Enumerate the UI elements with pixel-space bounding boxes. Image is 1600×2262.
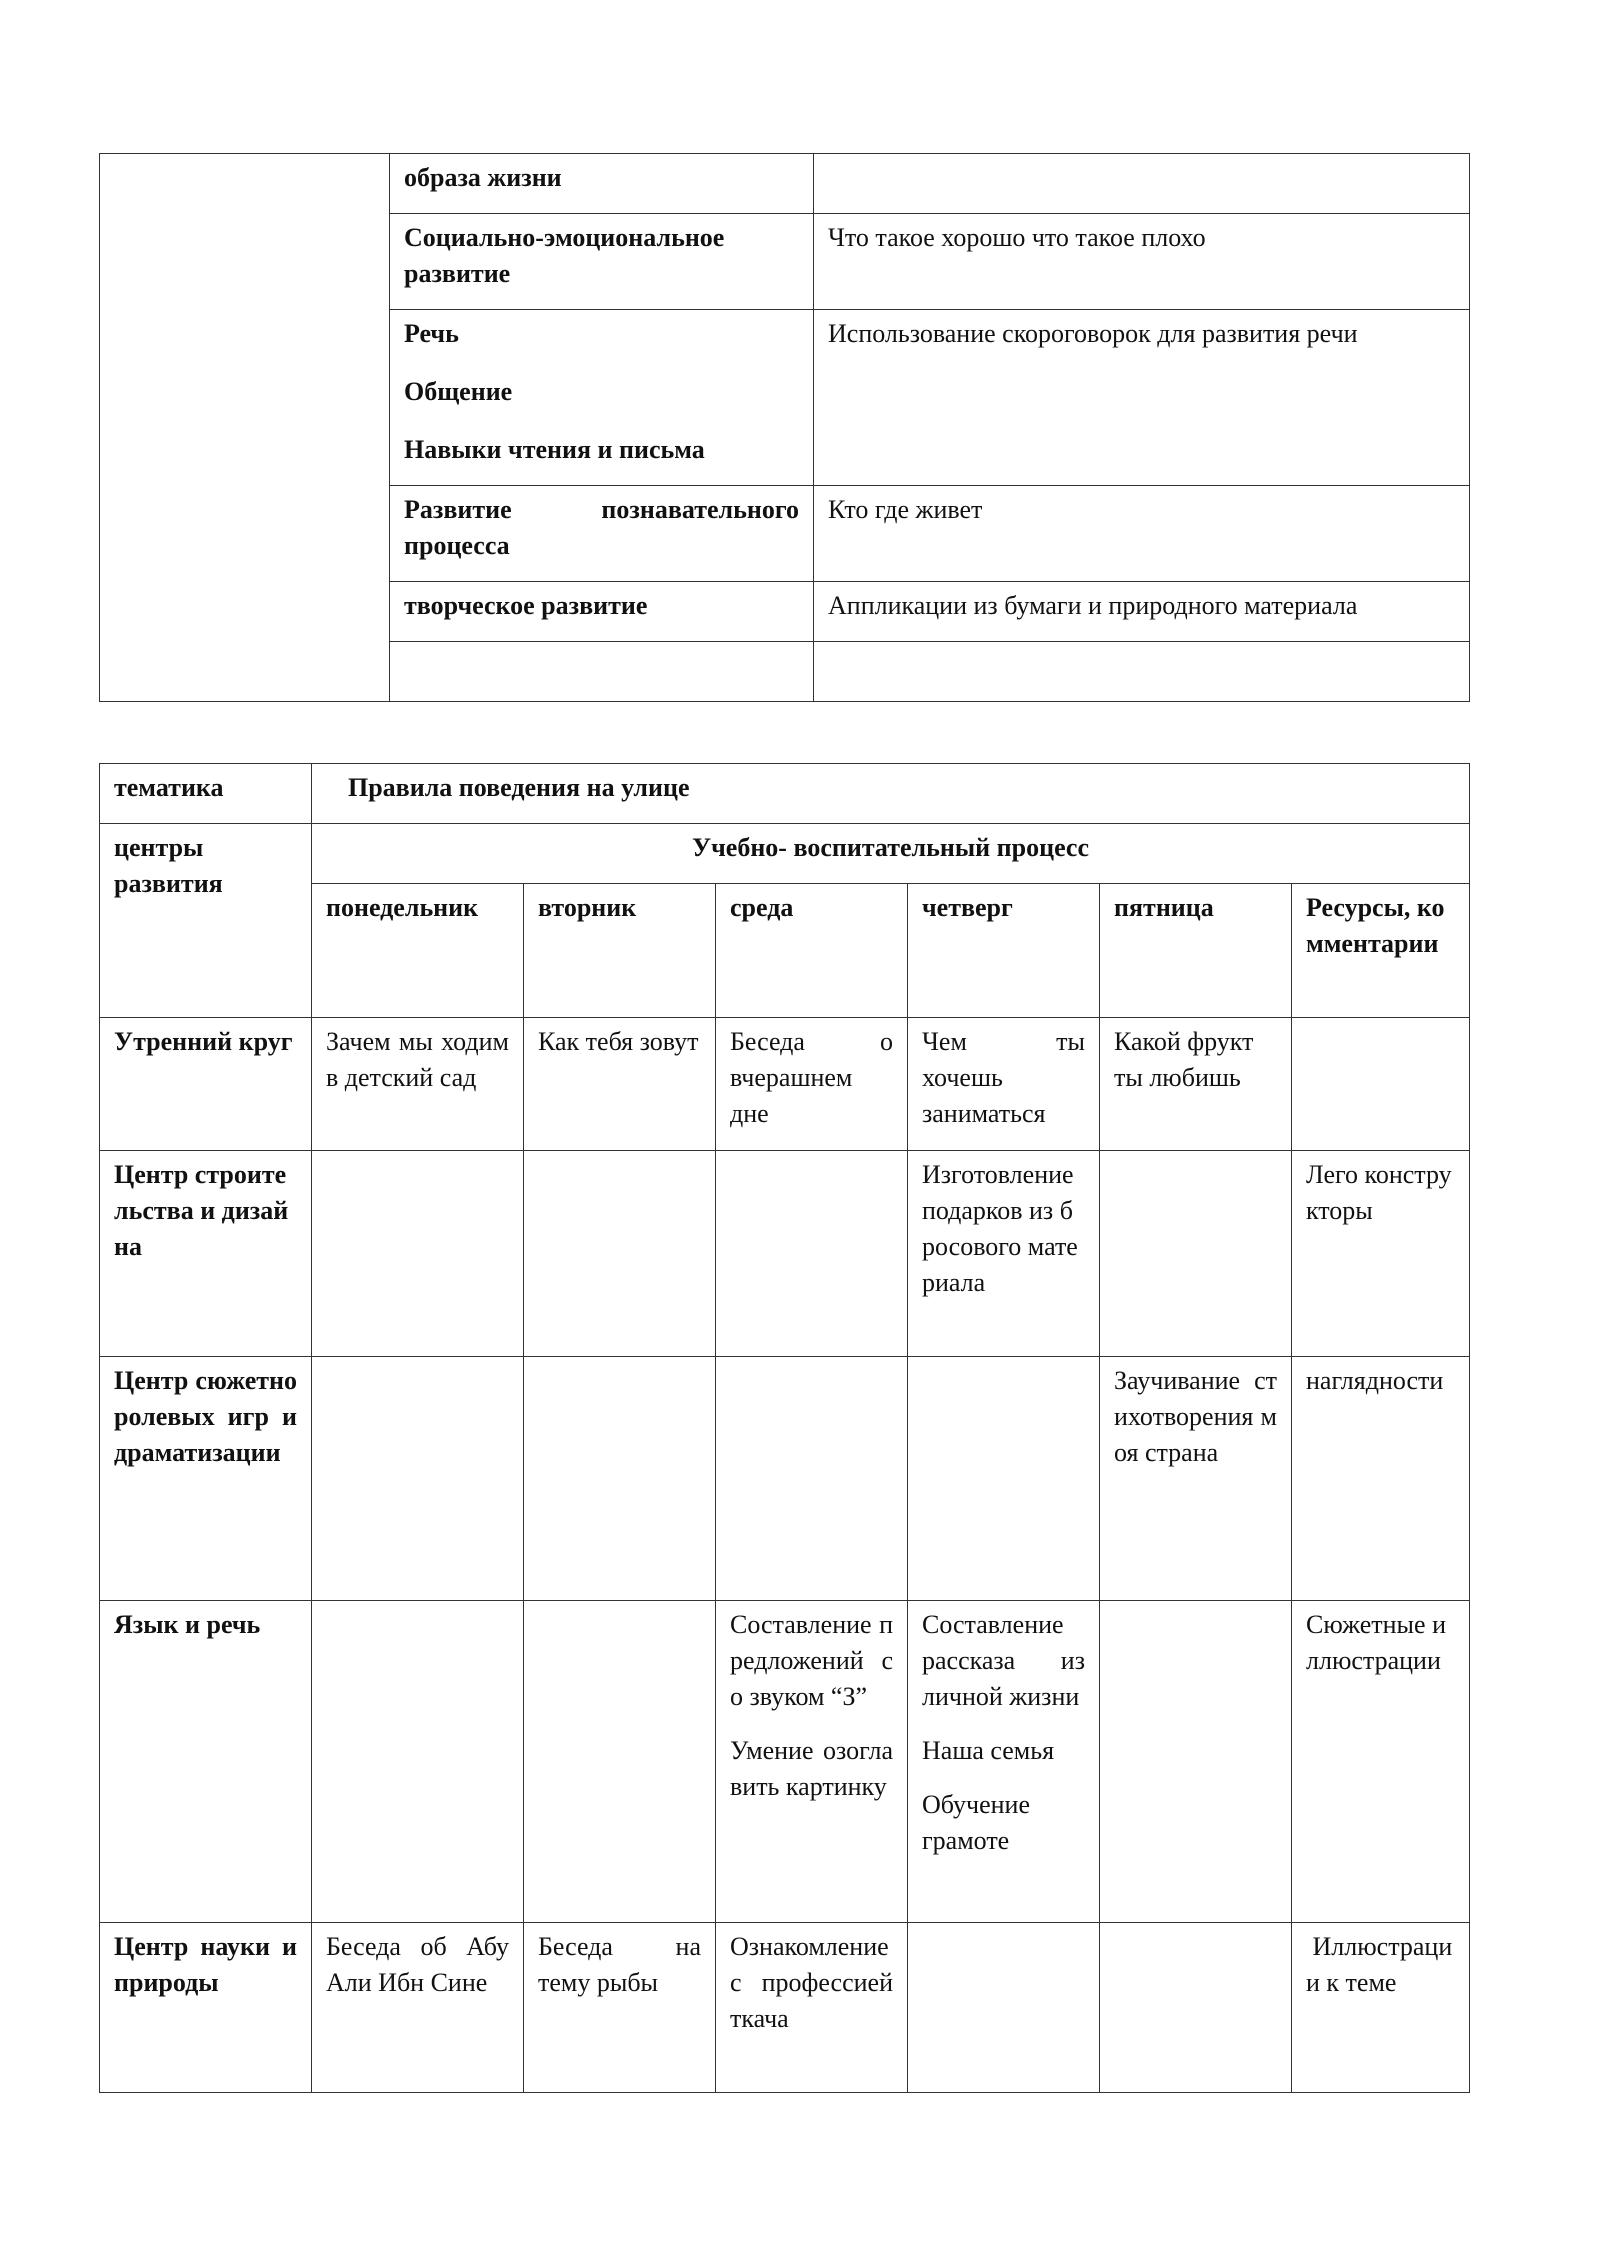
cell: Лего конструкторы (1292, 1151, 1470, 1357)
activities-table-top (99, 153, 1470, 702)
theme-label: тематика (100, 764, 312, 824)
cell (524, 1357, 716, 1601)
cell (524, 1601, 716, 1923)
cell (312, 1601, 524, 1923)
day-header-tuesday: вторник (524, 884, 716, 1018)
cell: Какой фрукт ты любишь (1100, 1018, 1292, 1151)
theme-value: Правила поведения на улице (312, 764, 1470, 824)
cell: Беседа о вчерашнем дне (716, 1018, 908, 1151)
day-header-friday: пятница (1100, 884, 1292, 1018)
cell: Зачем мы ходим в детский сад (312, 1018, 524, 1151)
cell: Ознакомление с профессией ткача (716, 1923, 908, 2093)
row-value: Кто где живет (814, 486, 1470, 582)
center-label: Утренний круг (100, 1018, 312, 1151)
center-label: Центр строительства и дизайна (100, 1151, 312, 1357)
table-row (100, 1923, 1470, 2093)
row-label: образа жизни (390, 154, 814, 214)
cell: Беседа об Абу Али Ибн Сине (312, 1923, 524, 2093)
cell (524, 1151, 716, 1357)
cell (312, 1357, 524, 1601)
row-value (814, 154, 1470, 214)
cell: Изготовление подарков из бросового материала (908, 1151, 1100, 1357)
cell (908, 1923, 1100, 2093)
day-header-monday: понедельник (312, 884, 524, 1018)
row-label: творческое развитие (390, 582, 814, 642)
cell (1100, 1923, 1292, 2093)
day-header-thursday: четверг (908, 884, 1100, 1018)
cell: Заучивание стихотворения моя страна (1100, 1357, 1292, 1601)
row-label: Социально-эмоциональное развитие (390, 214, 814, 310)
table-row (100, 1018, 1470, 1151)
cell (312, 1151, 524, 1357)
center-label: Язык и речь (100, 1601, 312, 1923)
cell: Как тебя зовут (524, 1018, 716, 1151)
center-label: Центр сюжетно ролевых игр и драматизации (100, 1357, 312, 1601)
process-header: Учебно- воспитательный процесс (312, 824, 1470, 884)
cell (908, 1357, 1100, 1601)
cell: Беседа на тему рыбы (524, 1923, 716, 2093)
row-value: Что такое хорошо что такое плохо (814, 214, 1470, 310)
cell (716, 1357, 908, 1601)
cell: Иллюстрации к теме (1292, 1923, 1470, 2093)
resources-header: Ресурсы, комментарии (1292, 884, 1470, 1018)
cell: Сюжетные иллюстрации (1292, 1601, 1470, 1923)
row-label: Речь Общение Навыки чтения и письма (390, 310, 814, 486)
cell: Составление рассказа из личной жизни Наша семья Обучение грамоте (908, 1601, 1100, 1923)
row-value: Использование скороговорок для развития речи (814, 310, 1470, 486)
table-row (100, 1151, 1470, 1357)
empty-left-column (100, 154, 390, 702)
centers-label: центры развития (100, 824, 312, 1018)
cell (1292, 1018, 1470, 1151)
table-row (100, 1357, 1470, 1601)
day-header-wednesday: среда (716, 884, 908, 1018)
cell (716, 1151, 908, 1357)
cell (1100, 1151, 1292, 1357)
row-value (814, 642, 1470, 702)
weekly-plan-table (99, 763, 1470, 2093)
center-label: Центр науки и природы (100, 1923, 312, 2093)
row-label (390, 642, 814, 702)
cell: Чем ты хочешь заниматься (908, 1018, 1100, 1151)
cell (1100, 1601, 1292, 1923)
cell: Составление предложений со звуком “З” Умение озоглавить картинку (716, 1601, 908, 1923)
cell: наглядности (1292, 1357, 1470, 1601)
table-row (100, 1601, 1470, 1923)
row-label: Развитие познавательного процесса (390, 486, 814, 582)
row-value: Аппликации из бумаги и природного материала (814, 582, 1470, 642)
